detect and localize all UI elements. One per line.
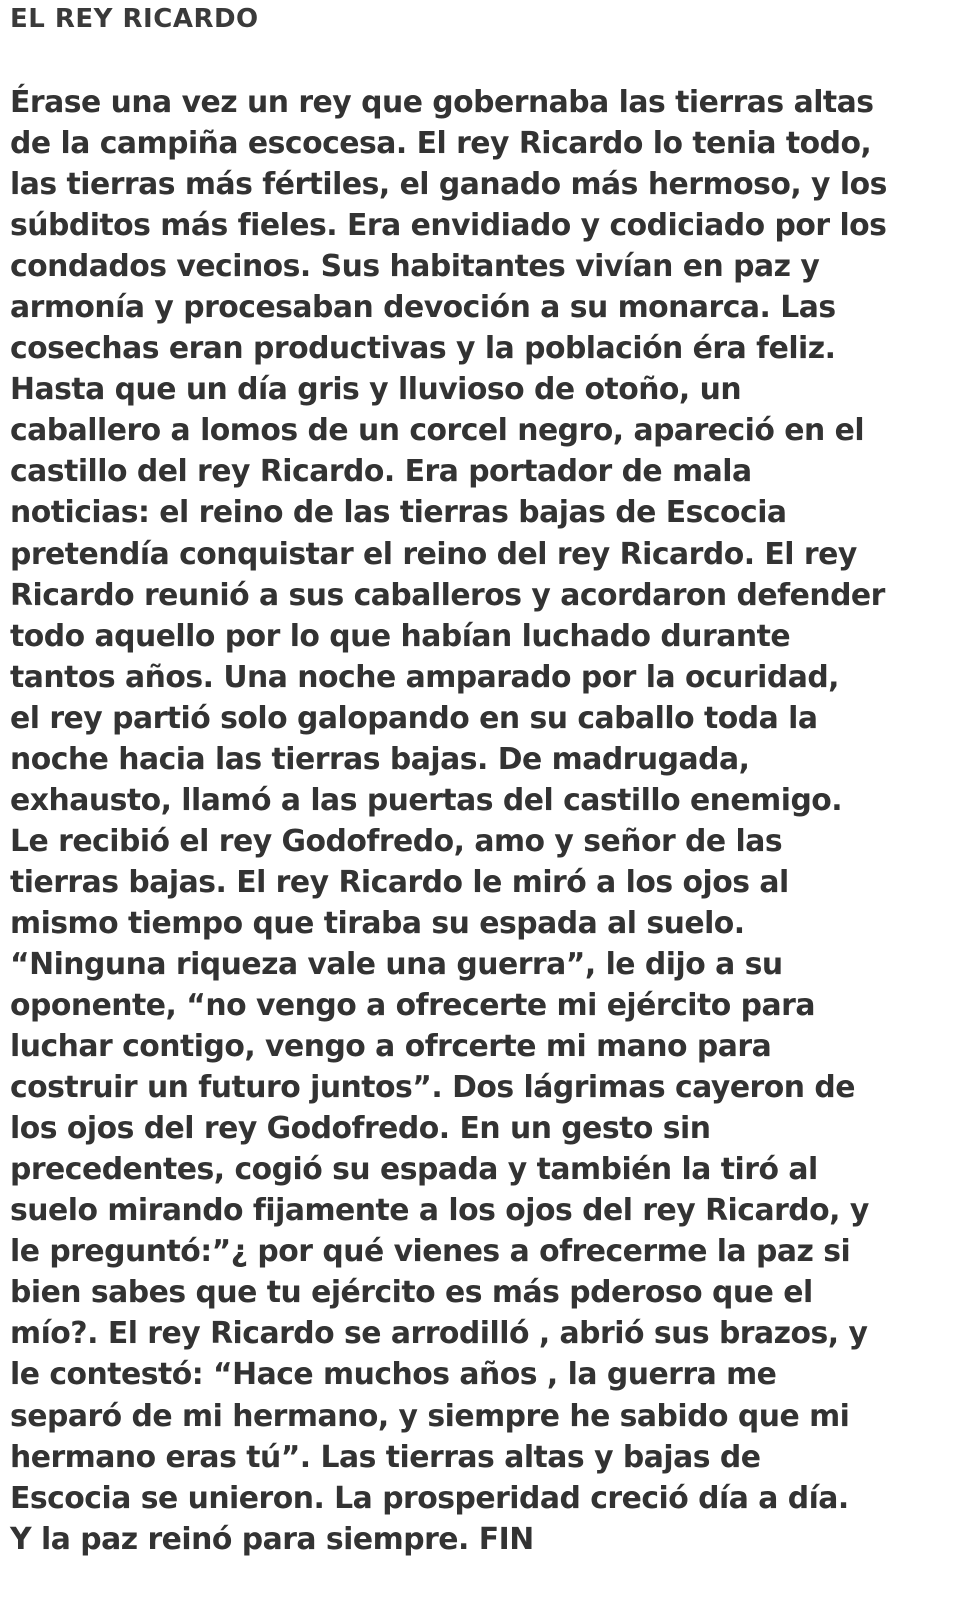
- text-line: todo aquello por lo que habían luchado durante: [10, 618, 791, 654]
- text-line: de la campiña escocesa. El rey Ricardo lo tenia todo,: [10, 126, 872, 162]
- text-line: oponente, “no vengo a ofrecerte mi ejército para: [10, 988, 815, 1024]
- text-line: tierras bajas. El rey Ricardo le miró a los ojos al: [10, 864, 789, 900]
- text-line: le preguntó:”¿ por qué vienes a ofrecerme la paz si: [10, 1234, 851, 1270]
- text-line: súbditos más fieles. Era envidiado y codiciado por los: [10, 208, 887, 244]
- text-line: cosechas eran productivas y la población éra feliz.: [10, 331, 836, 367]
- text-line: Ricardo reunió a sus caballeros y acordaron defender: [10, 577, 885, 613]
- text-line: Escocia se unieron. La prosperidad creció día a día.: [10, 1480, 849, 1516]
- text-line: Érase una vez un rey que gobernaba las tierras altas: [10, 85, 874, 120]
- text-line: el rey partió solo galopando en su caballo toda la: [10, 700, 818, 736]
- text-line: mismo tiempo que tiraba su espada al suelo.: [10, 905, 745, 941]
- text-line: las tierras más fértiles, el ganado más hermoso, y los: [10, 167, 887, 203]
- text-line: Y la paz reinó para siempre. FIN: [10, 1521, 534, 1557]
- text-line: pretendía conquistar el reino del rey Ricardo. El rey: [10, 536, 857, 572]
- text-line: costruir un futuro juntos”. Dos lágrimas cayeron de: [10, 1070, 855, 1106]
- text-line: castillo del rey Ricardo. Era portador de mala: [10, 454, 752, 490]
- text-line: noticias: el reino de las tierras bajas de Escocia: [10, 495, 787, 531]
- text-line: los ojos del rey Godofredo. En un gesto sin: [10, 1111, 711, 1147]
- text-line: precedentes, cogió su espada y también la tiró al: [10, 1152, 818, 1188]
- text-line: separó de mi hermano, y siempre he sabido que mi: [10, 1398, 850, 1434]
- text-line: noche hacia las tierras bajas. De madrugada,: [10, 741, 750, 777]
- text-line: exhausto, llamó a las puertas del castillo enemigo.: [10, 782, 843, 818]
- text-line: le contestó: “Hace muchos años , la guerra me: [10, 1357, 777, 1393]
- text-line: caballero a lomos de un corcel negro, apareció en el: [10, 413, 865, 449]
- text-line: armonía y procesaban devoción a su monarca. Las: [10, 290, 836, 326]
- story-text: [10, 82, 970, 1560]
- text-line: Le recibió el rey Godofredo, amo y señor de las: [10, 823, 783, 859]
- text-line: hermano eras tú”. Las tierras altas y bajas de: [10, 1439, 761, 1475]
- text-line: Hasta que un día gris y lluvioso de otoño, un: [10, 372, 742, 408]
- text-line: mío?. El rey Ricardo se arrodilló , abrió sus brazos, y: [10, 1316, 868, 1352]
- text-line: bien sabes que tu ejército es más pderoso que el: [10, 1275, 813, 1311]
- text-line: tantos años. Una noche amparado por la ocuridad,: [10, 659, 840, 695]
- document-title: EL REY RICARDO: [10, 4, 259, 34]
- text-line: condados vecinos. Sus habitantes vivían en paz y: [10, 249, 820, 285]
- text-line: “Ninguna riqueza vale una guerra”, le dijo a su: [10, 946, 783, 982]
- text-line: suelo mirando fijamente a los ojos del rey Ricardo, y: [10, 1193, 869, 1229]
- text-line: luchar contigo, vengo a ofrcerte mi mano para: [10, 1029, 772, 1065]
